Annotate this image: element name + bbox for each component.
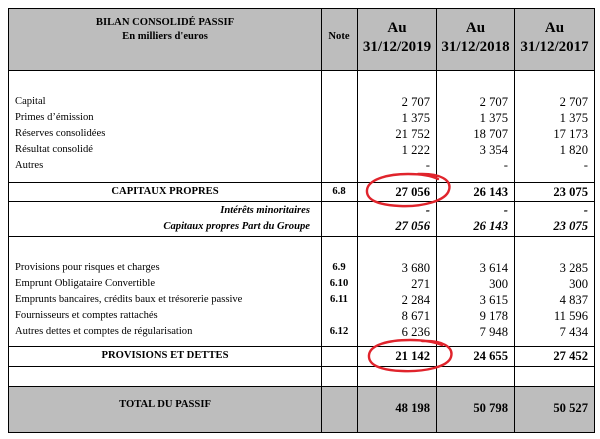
column-header-2017	[515, 19, 594, 57]
row-label: Autres	[15, 160, 44, 171]
grid-line	[8, 236, 595, 237]
value-2019: 6 236	[401, 325, 430, 339]
column-header-date: 31/12/2018	[441, 39, 510, 55]
value-2017: 11 596	[553, 309, 588, 323]
value-2019: 2 707	[401, 95, 430, 109]
value-2017: 27 452	[553, 349, 588, 363]
row-note: 6.11	[330, 294, 348, 305]
row-note: 6.12	[329, 326, 349, 337]
value-2019: 271	[411, 277, 430, 291]
value-2018: 2 707	[479, 95, 508, 109]
value-2017: 4 837	[559, 293, 588, 307]
value-2019: 3 680	[401, 261, 430, 275]
value-2019: 21 752	[395, 127, 430, 141]
column-header-au: Au	[387, 20, 407, 36]
value-2017: 23 075	[553, 219, 588, 233]
value-2019: -	[425, 203, 430, 217]
value-2018: 7 948	[479, 325, 508, 339]
value-2019: 27 056	[395, 219, 430, 233]
value-2019: -	[425, 158, 430, 172]
annotation-circle	[362, 336, 458, 376]
column-header-date: 31/12/2019	[362, 39, 432, 55]
grid-line	[8, 182, 595, 183]
value-2018: 3 614	[479, 261, 508, 275]
column-header-au: Au	[544, 20, 565, 36]
value-2019: 1 222	[401, 143, 430, 157]
grid-line	[8, 8, 595, 9]
row-label: Fournisseurs et comptes rattachés	[15, 310, 158, 321]
row-label: PROVISIONS ET DETTES	[101, 350, 229, 361]
table-title: BILAN CONSOLIDÉ PASSIF	[95, 17, 235, 28]
row-label: Autres dettes et comptes de régularisation	[15, 326, 193, 337]
column-header-2018	[437, 19, 514, 57]
value-2018: 3 615	[479, 293, 508, 307]
value-2017: 7 434	[559, 325, 588, 339]
row-note: 6.8	[332, 186, 346, 197]
row-label: Emprunts bancaires, crédits baux et trésorerie passive	[15, 294, 243, 305]
row-label: Capitaux propres Part du Groupe	[163, 221, 310, 232]
grid-line	[8, 346, 595, 347]
row-note: 6.9	[332, 262, 346, 273]
value-2017: 3 285	[559, 261, 588, 275]
value-2018: 26 143	[473, 185, 508, 199]
note-header: Note	[328, 31, 350, 42]
value-2017: -	[583, 158, 588, 172]
grid-line	[8, 386, 595, 387]
column-header-2019	[358, 19, 436, 57]
value-2018: -	[503, 203, 508, 217]
row-label: CAPITAUX PROPRES	[111, 186, 219, 197]
grid-line	[8, 432, 595, 433]
column-header-au: Au	[465, 20, 486, 36]
row-label: Primes d’émission	[15, 112, 94, 123]
value-2018: 9 178	[479, 309, 508, 323]
value-2018: 300	[489, 277, 508, 291]
annotation-circle	[360, 170, 456, 210]
row-label: Intérêts minoritaires	[220, 205, 310, 216]
value-2018: 18 707	[473, 127, 508, 141]
column-header-date: 31/12/2017	[520, 39, 589, 55]
value-2017: 1 820	[559, 143, 588, 157]
value-2018: -	[503, 158, 508, 172]
row-label: Provisions pour risques et charges	[15, 262, 160, 273]
value-2018: 24 655	[473, 349, 508, 363]
value-2019: 21 142	[395, 349, 430, 363]
value-2019: 27 056	[395, 185, 430, 199]
value-2018: 50 798	[473, 401, 508, 415]
value-2019: 1 375	[401, 111, 430, 125]
row-label: Résultat consolidé	[15, 144, 93, 155]
grid-line	[8, 201, 595, 202]
value-2017: 2 707	[559, 95, 588, 109]
table-subtitle: En milliers d'euros	[122, 31, 208, 42]
row-label: TOTAL DU PASSIF	[119, 399, 211, 410]
value-2017: -	[583, 203, 588, 217]
value-2018: 1 375	[479, 111, 508, 125]
row-label: Réserves consolidées	[15, 128, 106, 139]
value-2017: 17 173	[553, 127, 588, 141]
value-2018: 26 143	[473, 219, 508, 233]
row-label: Capital	[15, 96, 46, 107]
grid-line	[594, 8, 595, 433]
grid-line	[321, 8, 322, 433]
grid-line	[8, 366, 595, 367]
value-2019: 8 671	[401, 309, 430, 323]
grid-line	[8, 70, 595, 71]
value-2017: 300	[569, 277, 588, 291]
value-2017: 50 527	[553, 401, 588, 415]
value-2019: 2 284	[401, 293, 430, 307]
value-2017: 23 075	[553, 185, 588, 199]
row-label: Emprunt Obligataire Convertible	[15, 278, 156, 289]
value-2018: 3 354	[479, 143, 508, 157]
value-2017: 1 375	[559, 111, 588, 125]
row-note: 6.10	[329, 278, 349, 289]
value-2019: 48 198	[395, 401, 430, 415]
